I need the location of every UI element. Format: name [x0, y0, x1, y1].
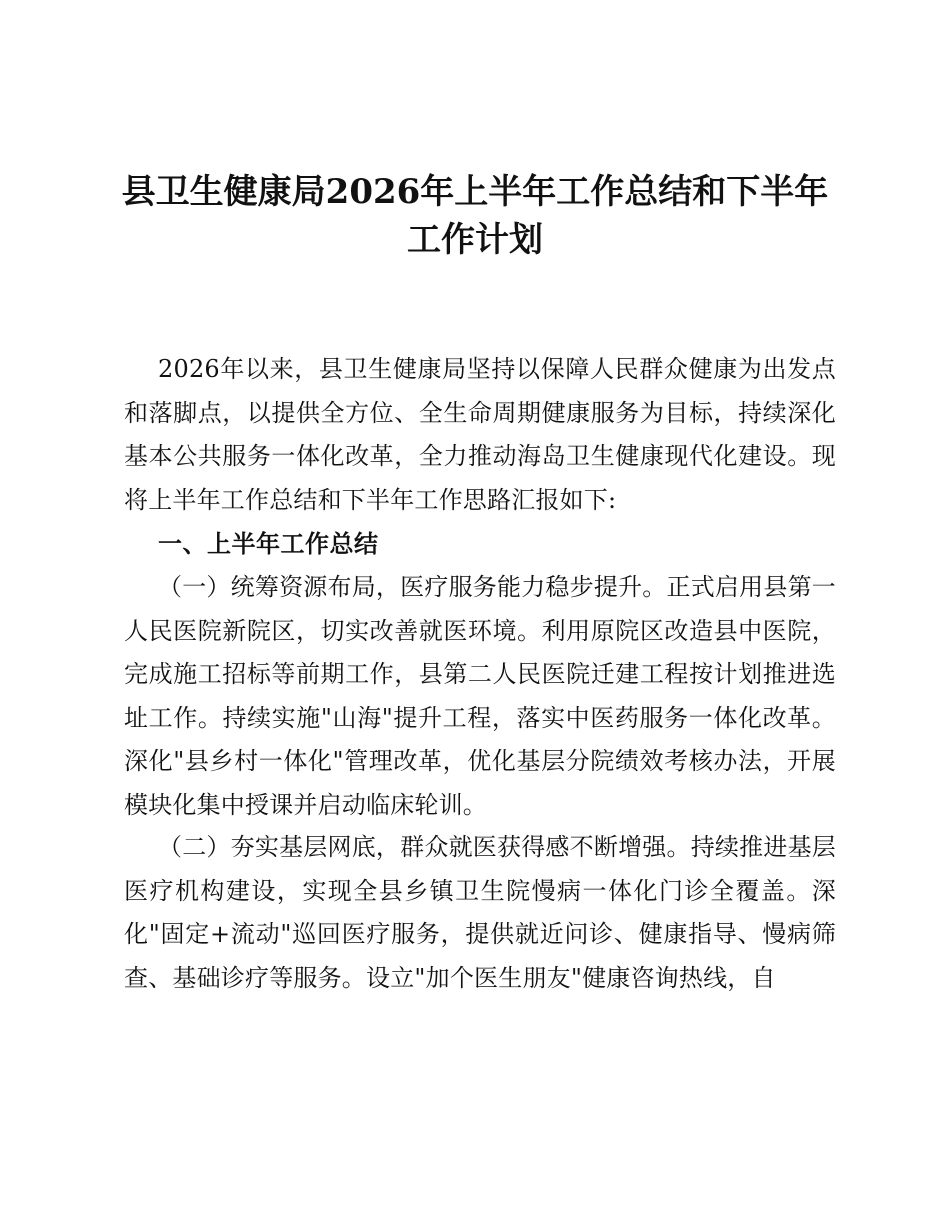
paragraph-1: （一）统筹资源布局，医疗服务能力稳步提升。正式启用县第一人民医院新院区，切实改善就医环境。利用原院区改造县中医院，完成施工招标等前期工作，县第二人民医院迁建工程按计划推进选址工作。持续实施"山海"提升工程，落实中医药服务一体化改革。深化"县乡村一体化"管理改革，优化基层分院绩效考核办法，开展模块化集中授课并启动临床轮训。: [124, 573, 836, 819]
document-title-line-2: 工作计划: [407, 220, 543, 260]
paragraph-2: （二）夯实基层网底，群众就医获得感不断增强。持续推进基层医疗机构建设，实现全县乡镇卫生院慢病一体化门诊全覆盖。深化"固定+流动"巡回医疗服务，提供就近问诊、健康指导、慢病筛查、基础诊疗等服务。设立"加个医生朋友"健康咨询热线，自: [124, 833, 836, 992]
document-title-line-1: 县卫生健康局2026年上半年工作总结和下半年: [121, 172, 829, 212]
section-heading-1: 一、上半年工作总结: [158, 530, 379, 558]
intro-paragraph: 2026年以来，县卫生健康局坚持以保障人民群众健康为出发点和落脚点，以提供全方位、全生命周期健康服务为目标，持续深化基本公共服务一体化改革，全力推动海岛卫生健康现代化建设。现将上半年工作总结和下半年工作思路汇报如下:: [124, 355, 836, 514]
